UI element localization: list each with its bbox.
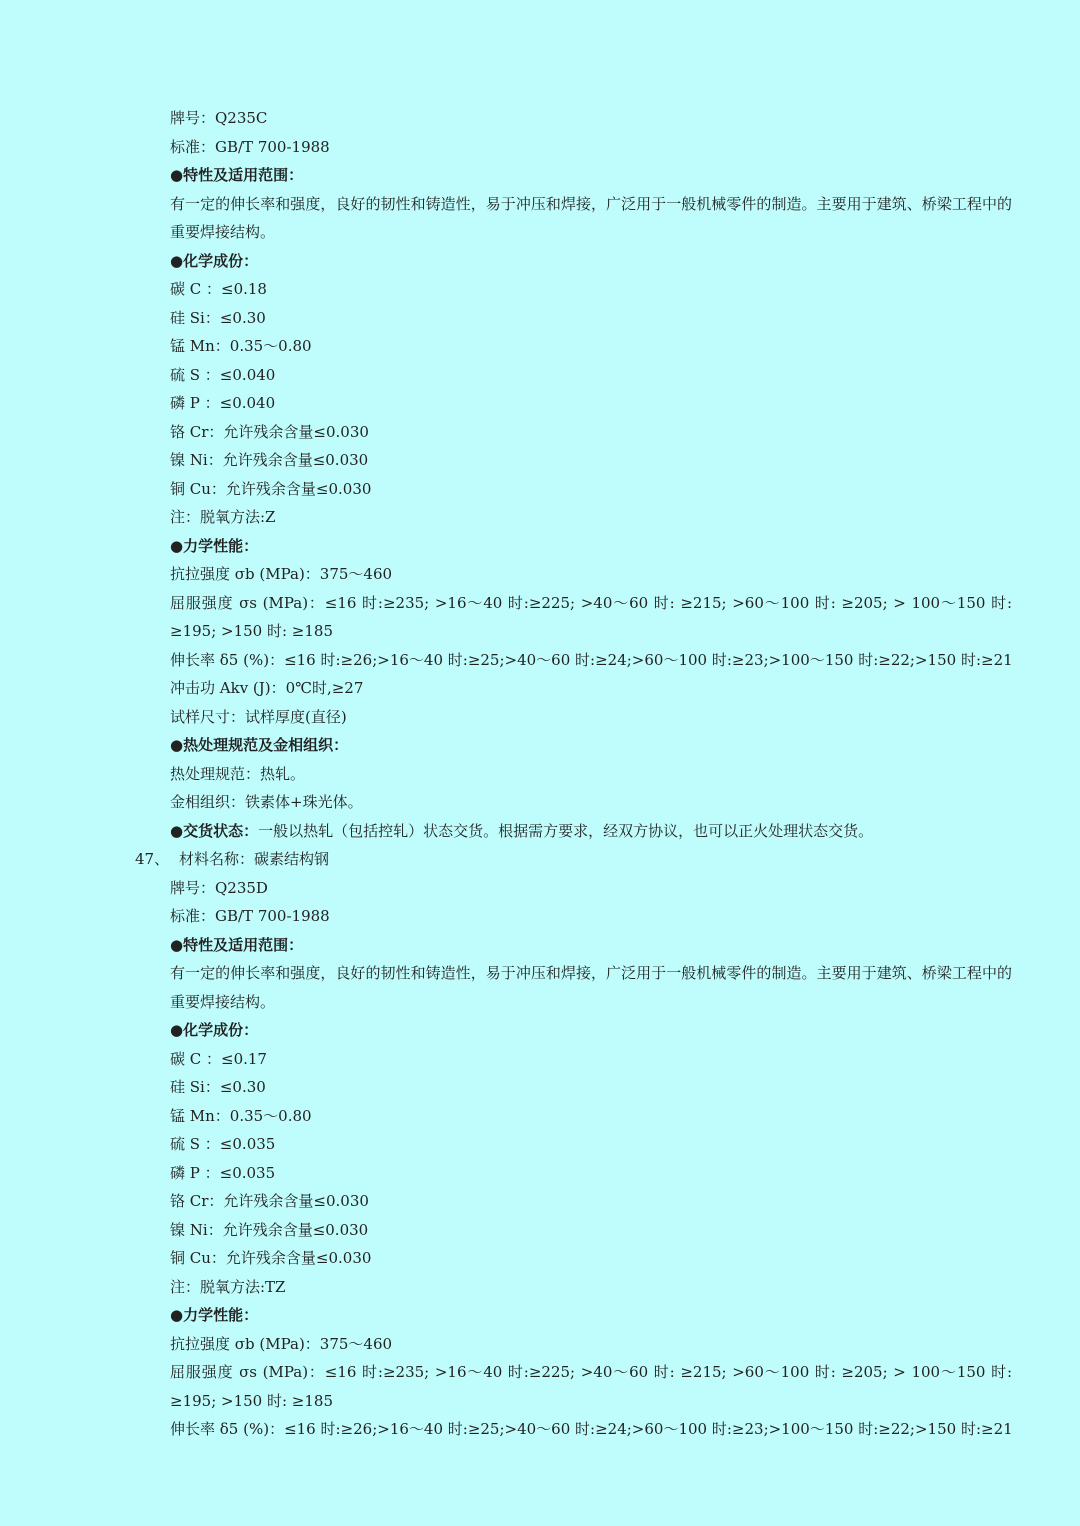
text-line: 注：脱氧方法:TZ: [170, 1277, 286, 1296]
text-line: 硫 S ：≤0.035: [170, 1135, 276, 1153]
text-line: 磷 P ：≤0.035: [170, 1163, 276, 1182]
section-heading: ●热处理规范及金相组织：: [170, 736, 349, 754]
text-line: 热处理规范：热轧。: [170, 764, 306, 783]
text-line: 标准：GB/T 700-1988: [170, 907, 330, 925]
text-line: 硅 Si：≤0.30: [170, 1078, 266, 1096]
text-line: 注：脱氧方法:Z: [170, 508, 276, 526]
section-text: 一般以热轧（包括控轧）状态交货。根据需方要求，经双方协议，也可以正火处理状态交货。: [258, 821, 874, 840]
text-line: 铬 Cr：允许残余含量≤0.030: [170, 422, 369, 441]
text-line: 牌号：Q235C: [170, 109, 268, 127]
text-line: 硅 Si：≤0.30: [170, 308, 266, 327]
text-line: 铬 Cr：允许残余含量≤0.030: [170, 1192, 369, 1210]
section-heading: ●特性及适用范围：: [170, 166, 304, 184]
text-line: 有一定的伸长率和强度，良好的韧性和铸造性，易于冲压和焊接，广泛用于一般机械零件的制造。主要用于建筑、桥梁工程中的重要焊接结构。: [170, 194, 1012, 241]
text-line: 牌号：Q235D: [170, 878, 268, 897]
text-line: 镍 Ni：允许残余含量≤0.030: [170, 1220, 369, 1239]
text-line: 抗拉强度 σb (MPa)：375～460: [170, 565, 393, 583]
text-line: 标准：GB/T 700-1988: [170, 137, 330, 156]
section-heading: ●力学性能：: [170, 1306, 259, 1324]
text-line: 金相组织：铁素体+珠光体。: [170, 793, 363, 811]
section-heading: ●特性及适用范围：: [170, 935, 304, 954]
section-heading: ●交货状态：: [170, 821, 259, 840]
section-heading: ●化学成份：: [170, 251, 259, 270]
text-line: 有一定的伸长率和强度，良好的韧性和铸造性，易于冲压和焊接，广泛用于一般机械零件的制造。主要用于建筑、桥梁工程中的重要焊接结构。: [170, 964, 1012, 1011]
text-line: 铜 Cu：允许残余含量≤0.030: [170, 1249, 372, 1267]
text-line: 屈服强度 σs (MPa)：≤16 时:≥235; >16～40 时:≥225; >40～60 时: ≥215; >60～100 时: ≥205; > 100～150 时: ≥195; >150 时: ≥185: [170, 593, 1012, 640]
text-line: 锰 Mn：0.35～0.80: [170, 337, 312, 355]
text-line: 伸长率 δ5 (%)：≤16 时:≥26;>16～40 时:≥25;>40～60 时:≥24;>60～100 时:≥23;>100～150 时:≥22;>150 时:≥21: [170, 1420, 1013, 1438]
text-line: 碳 C ：≤0.18: [170, 280, 267, 298]
text-line: 抗拉强度 σb (MPa)：375～460: [170, 1334, 393, 1353]
delivery-state-line: [0, 817, 1080, 846]
section-heading: ●力学性能：: [170, 536, 259, 555]
text-line: 磷 P ：≤0.040: [170, 394, 276, 412]
item-name: 材料名称：碳素结构钢: [179, 850, 330, 868]
document-body: [0, 104, 1080, 1444]
text-line: 铜 Cu：允许残余含量≤0.030: [170, 479, 372, 498]
text-line: 屈服强度 σs (MPa)：≤16 时:≥235; >16～40 时:≥225; >40～60 时: ≥215; >60～100 时: ≥205; > 100～150 时: ≥195; >150 时: ≥185: [170, 1363, 1012, 1410]
text-line: 锰 Mn：0.35～0.80: [170, 1106, 312, 1125]
text-line: 硫 S ：≤0.040: [170, 365, 276, 384]
section-heading: ●化学成份：: [170, 1021, 259, 1039]
text-line: 碳 C ：≤0.17: [170, 1049, 267, 1068]
text-line: 冲击功 Akv (J)：0℃时,≥27: [170, 679, 364, 697]
text-line: 镍 Ni：允许残余含量≤0.030: [170, 451, 369, 469]
text-line: 伸长率 δ5 (%)：≤16 时:≥26;>16～40 时:≥25;>40～60 时:≥24;>60～100 时:≥23;>100～150 时:≥22;>150 时:≥21: [170, 650, 1013, 669]
text-line: 试样尺寸：试样厚度(直径): [170, 707, 347, 726]
item-title: [0, 845, 1080, 874]
item-number: 47、: [135, 850, 170, 868]
